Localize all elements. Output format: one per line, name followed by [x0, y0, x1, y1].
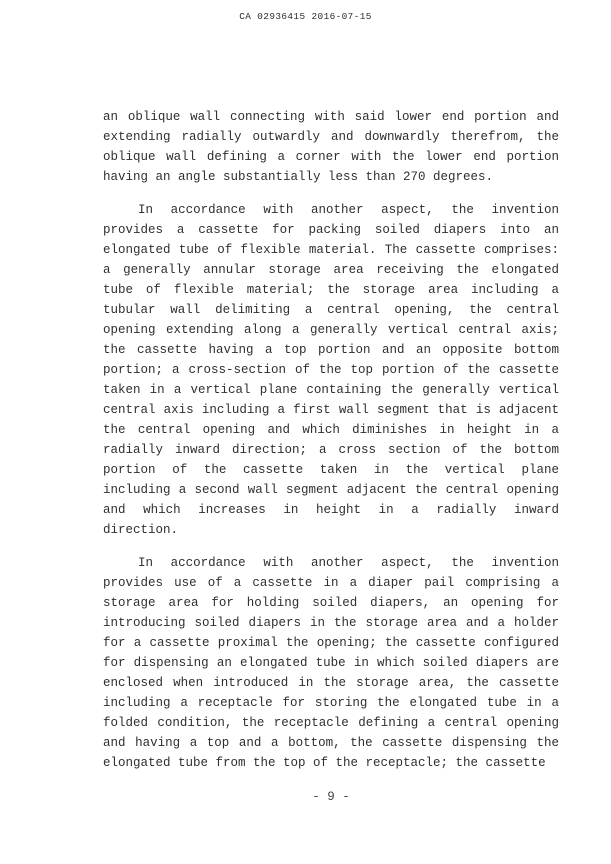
text-line: taken in a vertical plane containing the generally vertical — [103, 383, 559, 397]
text-line: direction. — [103, 523, 179, 537]
text-line: portion; a cross-section of the top portion of the cassette — [103, 363, 559, 377]
text-line: including a second wall segment adjacent the central opening — [103, 483, 559, 497]
text-line: and having a top and a bottom, the cassette dispensing the — [103, 736, 559, 750]
page-number: - 9 - — [312, 790, 350, 804]
text-line: folded condition, the receptacle defining a central opening — [103, 716, 559, 730]
paragraph — [103, 107, 559, 187]
document-id-header: CA 02936415 2016-07-15 — [239, 11, 372, 22]
text-line: extending radially outwardly and downwardly therefrom, the — [103, 130, 559, 144]
text-line: an oblique wall connecting with said lower end portion and — [103, 110, 559, 124]
text-line: portion of the cassette taken in the vertical plane — [103, 463, 559, 477]
text-line: radially inward direction; a cross section of the bottom — [103, 443, 559, 457]
text-line: central axis including a first wall segment that is adjacent — [103, 403, 559, 417]
text-line: oblique wall defining a corner with the lower end portion — [103, 150, 559, 164]
text-line: the central opening and which diminishes in height in a — [103, 423, 559, 437]
text-line: enclosed when introduced in the storage area, the cassette — [103, 676, 559, 690]
paragraph — [103, 553, 559, 773]
text-line: provides use of a cassette in a diaper pail comprising a — [103, 576, 559, 590]
text-line: opening extending along a generally vertical central axis; — [103, 323, 559, 337]
text-line: elongated tube of flexible material. The cassette comprises: — [103, 243, 559, 257]
text-line: storage area for holding soiled diapers, an opening for — [103, 596, 559, 610]
text-line: In accordance with another aspect, the invention — [138, 556, 559, 570]
text-line: tube of flexible material; the storage area including a — [103, 283, 559, 297]
text-line: and which increases in height in a radially inward — [103, 503, 559, 517]
text-line: for a cassette proximal the opening; the cassette configured — [103, 636, 559, 650]
text-line: for dispensing an elongated tube in which soiled diapers are — [103, 656, 559, 670]
paragraph — [103, 200, 559, 540]
text-line: In accordance with another aspect, the invention — [138, 203, 559, 217]
text-line: having an angle substantially less than 270 degrees. — [103, 170, 494, 184]
text-line: a generally annular storage area receiving the elongated — [103, 263, 559, 277]
text-line: provides a cassette for packing soiled diapers into an — [103, 223, 559, 237]
text-line: elongated tube from the top of the receptacle; the cassette — [103, 756, 546, 770]
text-line: the cassette having a top portion and an opposite bottom — [103, 343, 559, 357]
document-body — [103, 107, 559, 786]
text-line: tubular wall delimiting a central opening, the central — [103, 303, 559, 317]
text-line: including a receptacle for storing the elongated tube in a — [103, 696, 559, 710]
text-line: introducing soiled diapers in the storage area and a holder — [103, 616, 559, 630]
